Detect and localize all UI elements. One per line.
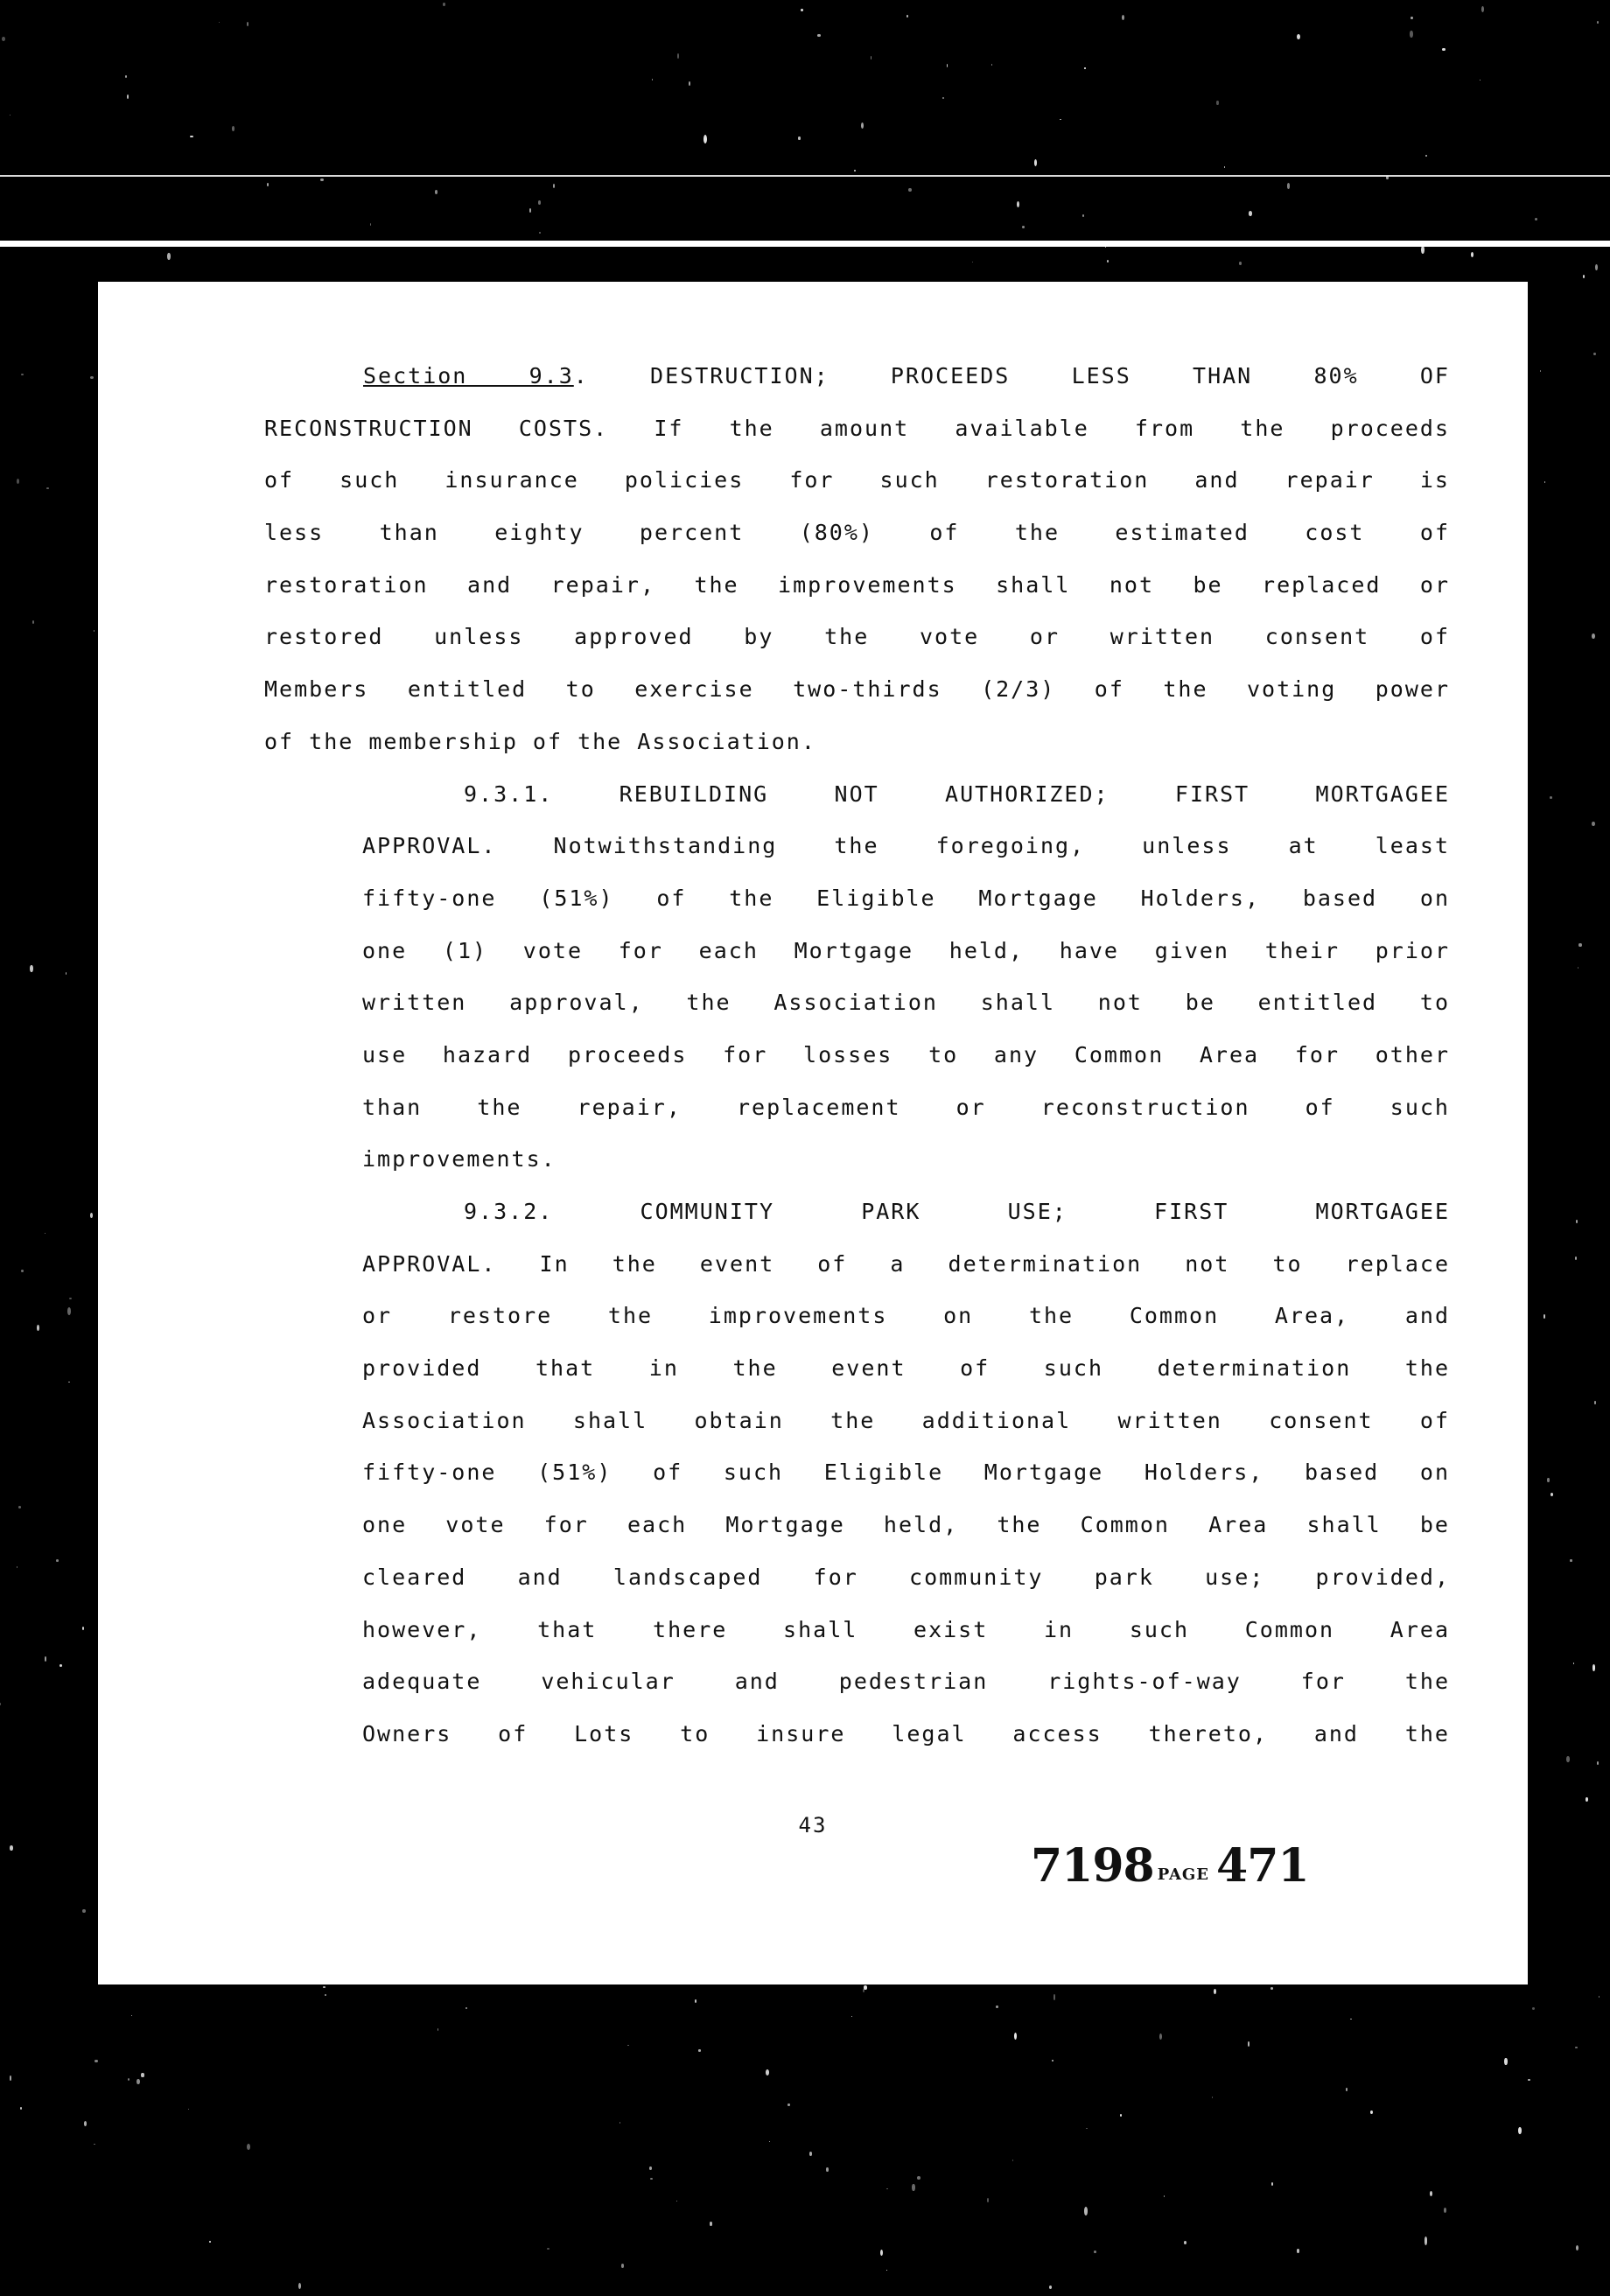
body-line: one (1) vote for each Mortgage held, have given their prior xyxy=(362,937,1450,963)
scan-speck xyxy=(1224,166,1225,168)
scan-speck xyxy=(438,2028,439,2032)
scan-speck xyxy=(323,1986,326,1988)
scan-speck xyxy=(68,1382,69,1383)
scan-speck xyxy=(443,3,445,6)
scan-speck xyxy=(1566,1756,1569,1762)
scan-speck xyxy=(1034,159,1037,165)
scan-speck xyxy=(689,81,690,86)
scan-speck xyxy=(854,170,856,172)
scan-speck xyxy=(1535,218,1537,220)
scan-speck xyxy=(190,136,193,137)
page-label: PAGE xyxy=(1157,1866,1210,1884)
body-line: however, that there shall exist in such Common Area xyxy=(362,1616,1450,1642)
scan-speck xyxy=(232,126,234,130)
body-line: of such insurance policies for such restoration and repair is xyxy=(264,467,1450,494)
scan-speck xyxy=(886,2188,888,2190)
body-line: Association shall obtain the additional written consent of xyxy=(362,1407,1450,1433)
scan-speck xyxy=(826,2167,829,2172)
body-line: restoration and repair, the improvements shall not be replaced or xyxy=(264,571,1450,598)
scan-speck xyxy=(435,190,438,194)
body-line: one vote for each Mortgage held, the Common Area shall be xyxy=(362,1512,1450,1538)
scan-speck xyxy=(1592,822,1595,826)
scan-speck xyxy=(1430,2191,1432,2196)
scan-speck xyxy=(1084,2207,1088,2215)
section-9-3 xyxy=(264,350,1450,768)
scan-speck xyxy=(529,208,532,213)
scan-speck xyxy=(769,2141,770,2142)
scan-speck xyxy=(21,1270,24,1272)
scan-speck xyxy=(1014,2033,1017,2039)
scan-speck xyxy=(1052,2060,1054,2062)
scan-speck xyxy=(2,37,5,41)
scan-speck xyxy=(1442,48,1445,51)
scan-speck xyxy=(18,1506,22,1508)
scan-speck xyxy=(1060,119,1061,120)
scan-speck xyxy=(1597,21,1599,24)
scan-speck xyxy=(1540,370,1541,372)
scan-speck xyxy=(996,2006,998,2009)
scan-speck xyxy=(1597,1761,1599,1764)
scan-speck xyxy=(553,184,555,188)
scan-speck xyxy=(704,135,707,144)
scan-speck xyxy=(1471,252,1474,258)
scan-speck xyxy=(863,1989,864,1992)
book-number: 7198 xyxy=(1031,1839,1154,1893)
scan-speck xyxy=(1297,2249,1299,2253)
scan-speck xyxy=(652,79,653,80)
scan-speck xyxy=(1575,1256,1577,1260)
scan-speck xyxy=(21,374,23,375)
scan-speck xyxy=(864,1985,867,1990)
scan-speck xyxy=(90,1213,93,1218)
subsection-heading-line: 9.3.1. REBUILDING NOT AUTHORIZED; FIRST MORTGAGEE xyxy=(464,780,1450,807)
scan-speck xyxy=(1054,1994,1056,2000)
scan-speck xyxy=(1271,2182,1273,2186)
scan-speck xyxy=(1249,211,1252,216)
scan-speck xyxy=(1239,262,1242,265)
body-line: APPROVAL. In the event of a determination not to replace xyxy=(362,1250,1450,1277)
scan-speck xyxy=(1107,260,1110,263)
scan-speck xyxy=(298,2283,301,2289)
scan-speck xyxy=(325,1994,326,1996)
document-body xyxy=(264,350,1450,1760)
scan-speck xyxy=(908,188,912,192)
scan-speck xyxy=(141,2073,144,2077)
body-line: less than eighty percent (80%) of the estimated cost of xyxy=(264,520,1450,546)
body-line: of the membership of the Association. xyxy=(264,728,816,754)
scan-speck xyxy=(84,2121,87,2126)
scan-speck xyxy=(987,2198,990,2202)
scan-speck xyxy=(136,2079,140,2084)
scan-speck xyxy=(1576,1220,1578,1223)
scan-speck xyxy=(942,97,944,99)
scan-speck xyxy=(1570,1559,1572,1563)
scan-speck xyxy=(1169,244,1171,246)
scan-speck xyxy=(1022,226,1025,228)
scan-speck xyxy=(851,2016,853,2017)
scan-speck xyxy=(1086,2128,1088,2129)
body-line: than the repair, replacement or reconstruction of such xyxy=(362,1094,1450,1120)
scan-speck xyxy=(991,64,992,66)
scan-speck xyxy=(871,56,872,60)
scan-speck xyxy=(676,2201,677,2202)
scan-speck xyxy=(1421,246,1424,254)
scan-speck xyxy=(37,1325,39,1332)
body-line: cleared and landscaped for community park use; provided, xyxy=(362,1564,1450,1590)
scan-speck xyxy=(1082,214,1084,217)
scan-speck xyxy=(219,22,220,23)
scan-speck xyxy=(788,2104,790,2105)
scan-speck xyxy=(125,75,127,78)
scan-speck xyxy=(247,22,248,27)
recorded-page-number: 471 xyxy=(1216,1839,1309,1893)
scan-speck xyxy=(45,1233,46,1234)
body-line: RECONSTRUCTION COSTS. If the amount available from the proceeds xyxy=(264,415,1450,441)
scan-speck xyxy=(1410,31,1412,38)
scan-speck xyxy=(649,2166,652,2170)
scan-speck xyxy=(1424,2236,1428,2245)
scan-speck xyxy=(1425,155,1427,158)
scan-speck xyxy=(538,200,541,205)
scan-speck xyxy=(695,1999,696,2003)
scan-speck xyxy=(1592,634,1595,639)
scan-speck xyxy=(1583,275,1585,278)
scan-speck xyxy=(320,178,324,181)
scan-speck xyxy=(1216,101,1219,105)
scan-speck xyxy=(1544,1314,1545,1318)
scan-speck xyxy=(1592,1664,1596,1671)
scan-speck xyxy=(677,53,680,59)
scan-speck xyxy=(801,9,803,11)
scan-speck xyxy=(912,2184,914,2191)
scan-speck xyxy=(886,2270,887,2271)
scan-speck xyxy=(247,2144,250,2150)
scan-speck xyxy=(880,2250,883,2256)
body-line: fifty-one (51%) of such Eligible Mortgage Holders, based on xyxy=(362,1460,1450,1486)
body-line: improvements. xyxy=(362,1146,556,1172)
scan-speck xyxy=(1270,1987,1273,1990)
scan-speck xyxy=(1481,6,1484,12)
scan-speck xyxy=(67,1307,71,1315)
scan-speck xyxy=(1159,2034,1162,2040)
scan-speck xyxy=(817,34,821,38)
scan-speck xyxy=(466,2007,467,2010)
body-line: use hazard proceeds for losses to any Common Area for other xyxy=(362,1041,1450,1068)
body-line: Members entitled to exercise two-thirds (2/3) of the voting power xyxy=(264,676,1450,703)
recording-stamp xyxy=(1031,1839,1309,1893)
scan-speck xyxy=(32,620,34,624)
scan-speck xyxy=(1184,2241,1186,2244)
scan-speck xyxy=(1094,2250,1096,2253)
scan-speck xyxy=(1248,2041,1250,2047)
scan-speck xyxy=(1575,2047,1578,2048)
scan-speck xyxy=(382,244,385,247)
scan-speck xyxy=(861,122,864,129)
scan-speck xyxy=(1550,1493,1553,1496)
scan-speck xyxy=(20,2107,22,2110)
scan-speck xyxy=(30,965,32,972)
section-heading-line: Section 9.3. DESTRUCTION; PROCEEDS LESS THAN 80% OF xyxy=(363,363,1450,388)
section-label: Section 9.3 xyxy=(363,363,574,388)
scan-speck xyxy=(1573,1662,1574,1664)
scan-speck xyxy=(82,1909,86,1913)
scan-speck xyxy=(1586,1797,1588,1802)
scan-speck xyxy=(1550,796,1553,799)
page-number: 43 xyxy=(798,1813,828,1838)
body-line: fifty-one (51%) of the Eligible Mortgage Holders, based on xyxy=(362,885,1450,911)
scan-speck xyxy=(1578,943,1582,948)
scan-speck xyxy=(1017,201,1019,207)
scan-speck xyxy=(1214,1989,1216,1994)
scan-speck xyxy=(1370,2110,1374,2115)
scan-speck xyxy=(621,2264,625,2268)
scan-speck xyxy=(710,2222,711,2226)
scan-speck xyxy=(1599,1996,1600,1998)
scan-speck xyxy=(947,64,948,67)
body-line: provided that in the event of such determination the xyxy=(362,1355,1450,1382)
body-line: APPROVAL. Notwithstanding the foregoing, unless at least xyxy=(362,833,1450,859)
scan-speck xyxy=(60,1664,62,1667)
scan-speck xyxy=(1386,176,1388,179)
scan-speck xyxy=(1049,2286,1053,2289)
scan-speck xyxy=(128,2078,130,2081)
scan-speck xyxy=(650,2178,653,2180)
scan-speck xyxy=(906,15,908,18)
scan-speck xyxy=(370,223,371,226)
scan-speck xyxy=(1346,2088,1348,2091)
scan-speck xyxy=(627,2045,629,2046)
scan-speck xyxy=(809,2152,812,2155)
scan-speck xyxy=(1084,67,1086,69)
scan-speck xyxy=(0,1703,1,1705)
scan-speck xyxy=(798,136,800,140)
scan-speck xyxy=(17,479,19,484)
scan-speck xyxy=(1097,242,1099,244)
scan-speck xyxy=(17,1566,18,1568)
subsection-heading-line: 9.3.2. COMMUNITY PARK USE; FIRST MORTGAGEE xyxy=(464,1199,1450,1224)
scan-speck xyxy=(917,2176,920,2180)
scan-speck xyxy=(1212,2096,1213,2098)
scan-speck xyxy=(127,94,129,99)
scan-speck xyxy=(1528,2079,1530,2081)
body-line: restored unless approved by the vote or written consent of xyxy=(264,624,1450,650)
scan-speck xyxy=(82,1627,84,1631)
body-line: Owners of Lots to insure legal access thereto, and the xyxy=(362,1720,1450,1746)
scan-speck xyxy=(1518,2127,1522,2134)
scan-speck xyxy=(90,376,94,379)
scan-speck xyxy=(1595,264,1599,271)
scan-speck xyxy=(69,1298,72,1299)
scan-speck xyxy=(1164,2195,1165,2198)
scan-speck xyxy=(698,2049,701,2052)
body-line: or restore the improvements on the Common Area, and xyxy=(362,1303,1450,1329)
scan-speck xyxy=(10,1845,12,1850)
scan-speck xyxy=(1287,183,1291,189)
scan-speck xyxy=(10,2076,12,2081)
scan-speck xyxy=(56,1559,59,1562)
scan-speck xyxy=(766,2069,769,2076)
subsection-9-3-1 xyxy=(362,768,1450,1186)
scan-speck xyxy=(167,253,170,259)
scan-speck xyxy=(1012,2160,1014,2161)
scan-speck xyxy=(1593,353,1596,356)
scan-speck xyxy=(1444,2208,1447,2213)
document-page xyxy=(98,282,1528,1984)
scan-speck xyxy=(1297,34,1300,39)
scan-speck xyxy=(131,2015,132,2016)
body-line: adequate vehicular and pedestrian rights-of-way for the xyxy=(362,1669,1450,1695)
scan-speck xyxy=(94,2060,98,2063)
scan-speck xyxy=(1576,2245,1578,2250)
scan-speck xyxy=(267,183,269,186)
scan-speck xyxy=(209,2241,211,2242)
body-line: written approval, the Association shall not be entitled to xyxy=(362,990,1450,1016)
scan-speck xyxy=(1122,15,1124,20)
scan-speck xyxy=(547,2248,550,2250)
scan-speck xyxy=(1532,2007,1535,2010)
scan-speck xyxy=(539,232,541,234)
scan-speck xyxy=(46,487,48,489)
scan-speck xyxy=(1350,2019,1351,2020)
scan-speck xyxy=(1594,1401,1595,1404)
scan-speck xyxy=(45,1656,47,1662)
subsection-9-3-2 xyxy=(362,1186,1450,1760)
scan-speck xyxy=(1105,247,1106,248)
scan-speck xyxy=(1410,17,1413,20)
scan-speck xyxy=(1544,481,1545,483)
scan-speck xyxy=(1120,2114,1122,2117)
scan-speck xyxy=(1547,1478,1549,1482)
scan-speck xyxy=(1504,2058,1507,2065)
scan-speck xyxy=(188,2109,189,2110)
